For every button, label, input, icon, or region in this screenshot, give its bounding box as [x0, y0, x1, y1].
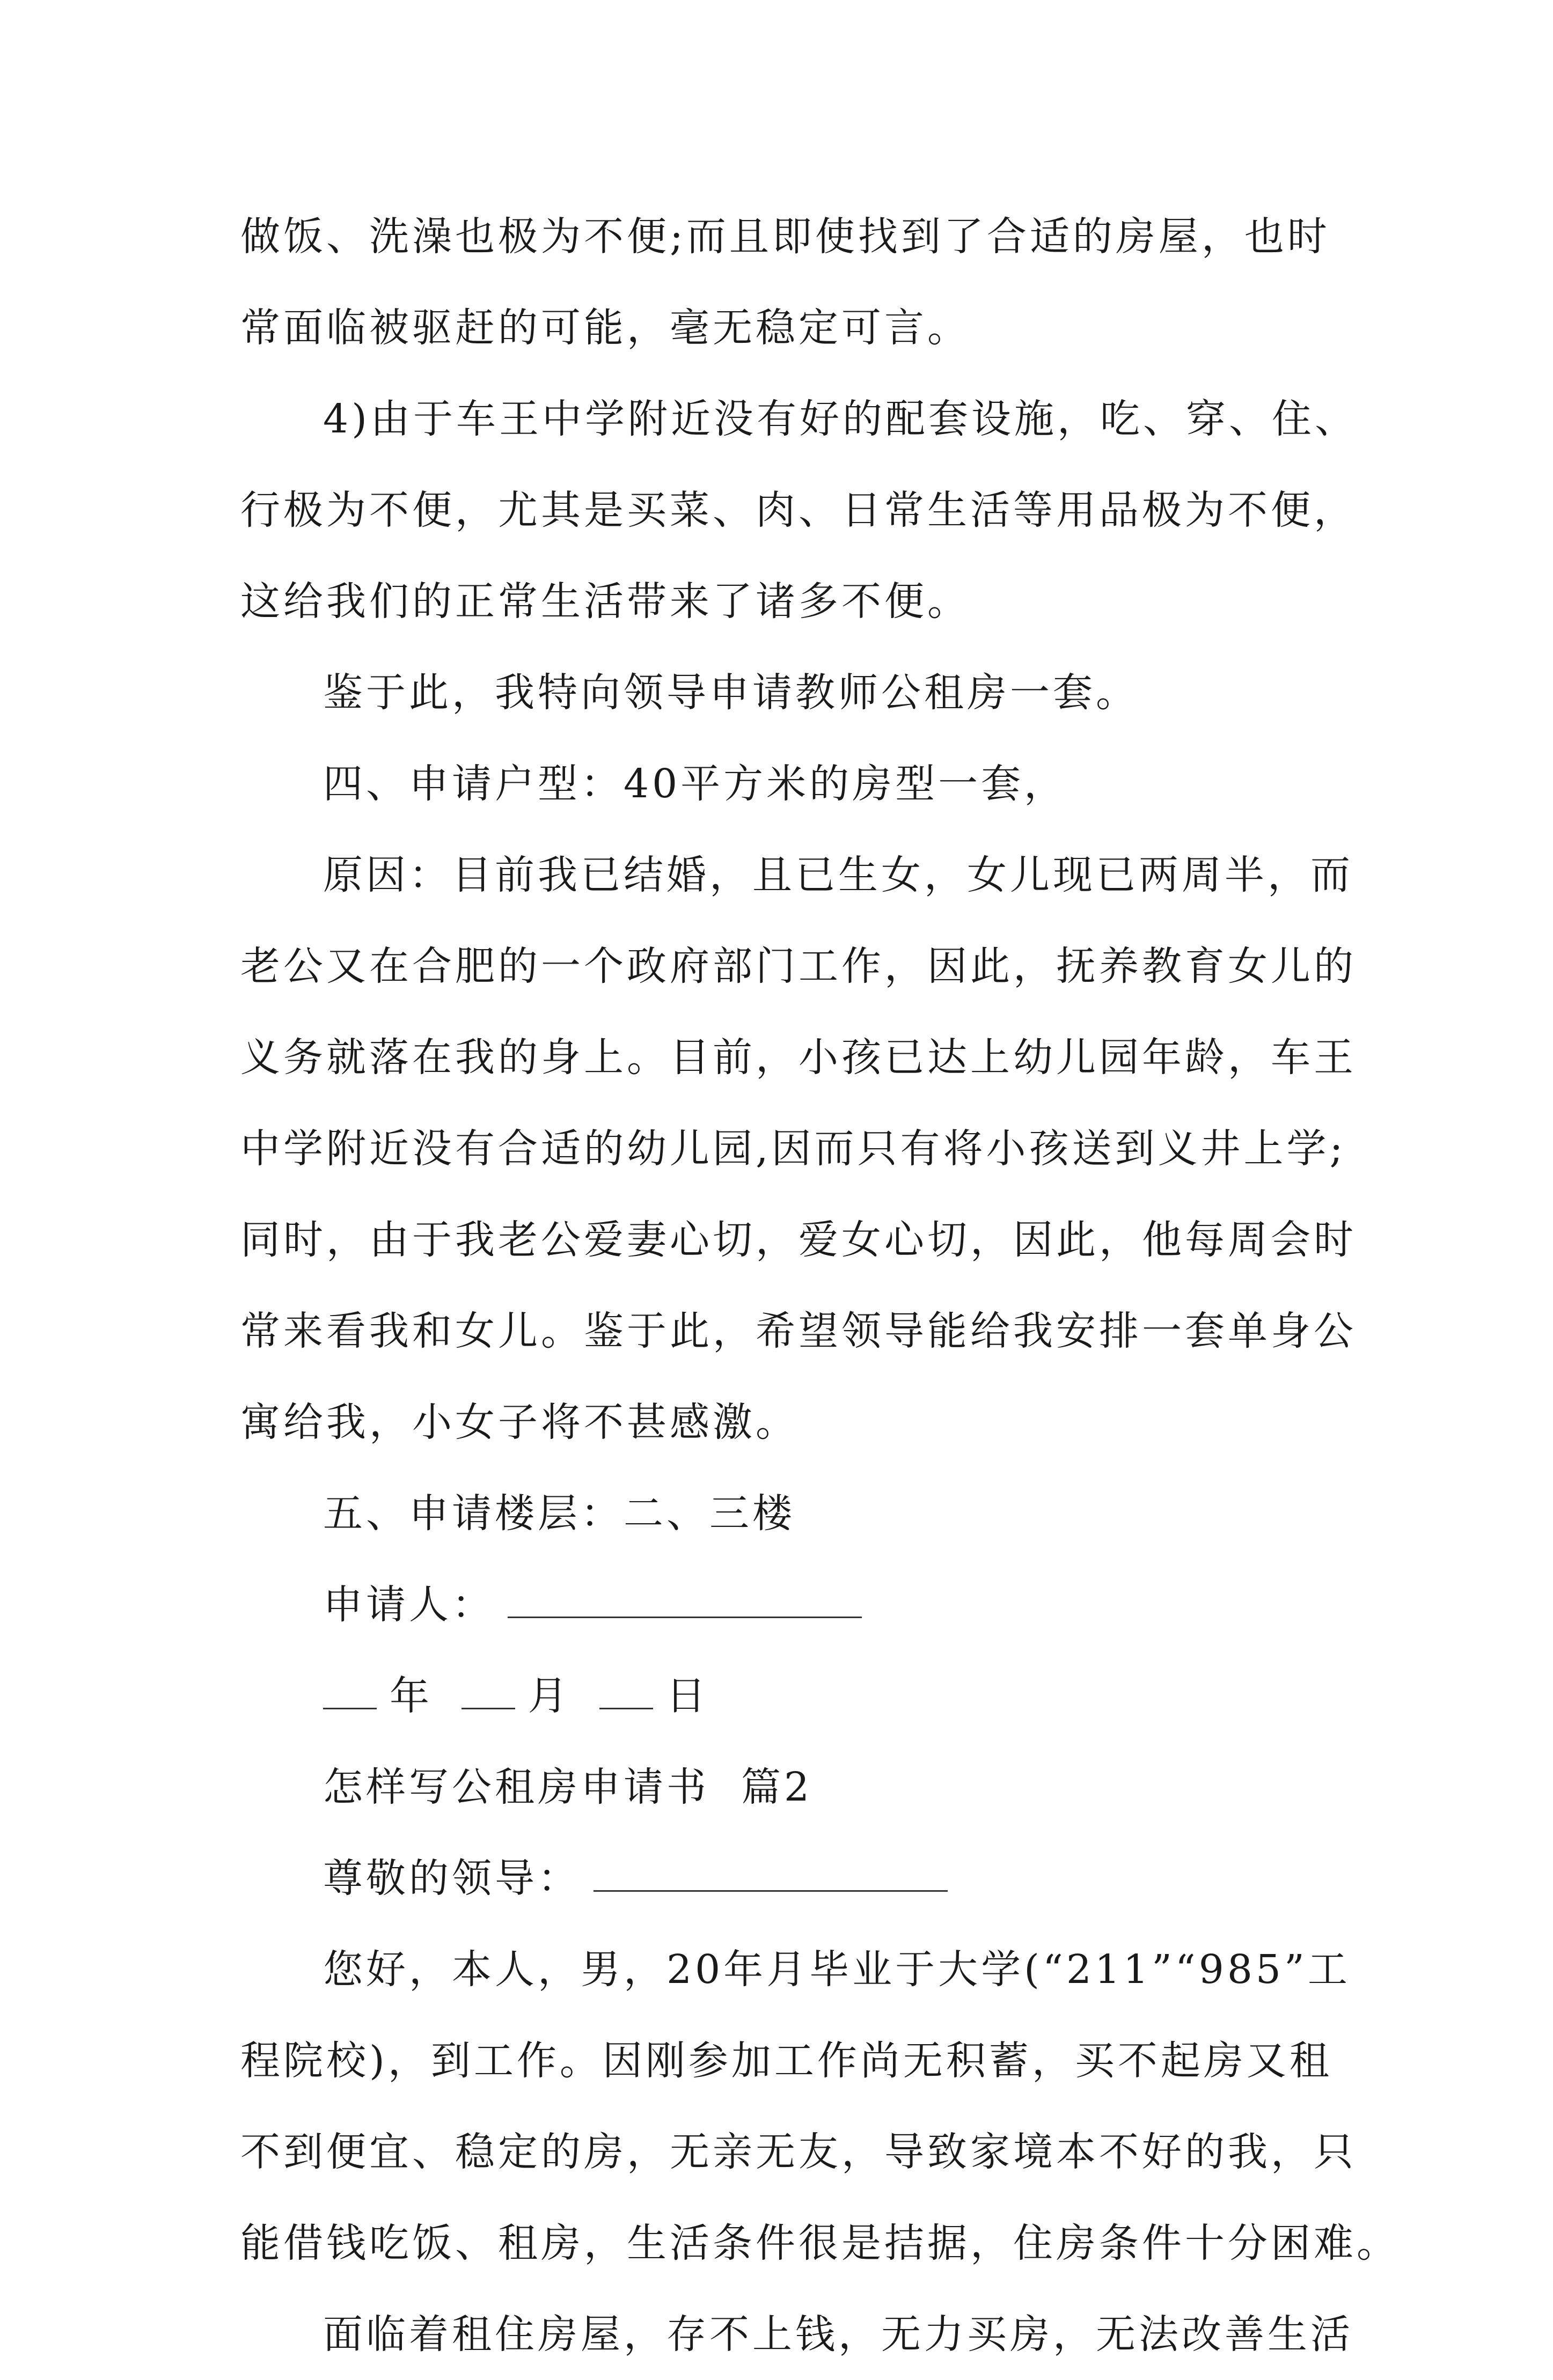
year-blank — [323, 1676, 377, 1709]
year-label: 年 — [390, 1673, 433, 1719]
text-line-19: 能借钱吃饭、租房，生活条件很是拮据，住房条件十分困难。 — [240, 2220, 1400, 2266]
text-line-1: 做饭、洗澡也极为不便;而且即使找到了合适的房屋，也时 — [240, 214, 1330, 260]
month-blank — [461, 1676, 515, 1709]
text-line-9: 老公又在合肥的一个政府部门工作，因此，抚养教育女儿的 — [240, 943, 1357, 989]
month-label: 月 — [528, 1673, 571, 1719]
text-line-18: 不到便宜、稳定的房，无亲无友，导致家境本不好的我，只 — [240, 2129, 1357, 2175]
text-line-2: 常面临被驱赶的可能，毫无稳定可言。 — [240, 305, 970, 351]
text-line-11: 中学附近没有合适的幼儿园,因而只有将小孩送到义井上学; — [240, 1126, 1346, 1172]
applicant-label: 申请人： — [323, 1582, 495, 1628]
text-line-10: 义务就落在我的身上。目前，小孩已达上幼儿园年龄，车王 — [240, 1034, 1357, 1081]
applicant-line — [240, 1559, 1335, 1650]
text-line-13: 常来看我和女儿。鉴于此，希望领导能给我安排一套单身公 — [240, 1308, 1357, 1354]
text-line-3: 4)由于车王中学附近没有好的配套设施，吃、穿、住、 — [323, 396, 1358, 442]
text-line-16: 您好，本人，男，20年月毕业于大学(“211”“985”工 — [323, 1946, 1351, 1993]
text-line-12: 同时，由于我老公爱妻心切，爱女心切，因此，他每周会时 — [240, 1217, 1357, 1263]
date-line — [240, 1650, 1335, 1742]
section-title: 怎样写公租房申请书 篇2 — [323, 1764, 813, 1810]
salutation-blank — [594, 1858, 948, 1892]
text-line-6: 鉴于此，我特向领导申请教师公租房一套。 — [323, 670, 1139, 716]
salutation-line — [240, 1833, 1335, 1924]
text-line-15: 五、申请楼层：二、三楼 — [323, 1490, 795, 1537]
text-line-20: 面临着租住房屋，存不上钱，无力买房，无法改善生活 — [323, 2311, 1353, 2357]
text-line-17: 程院校)，到工作。因刚参加工作尚无积蓄，买不起房又租 — [240, 2038, 1332, 2084]
day-label: 日 — [666, 1673, 709, 1719]
text-line-14: 寓给我，小女子将不甚感激。 — [240, 1399, 799, 1445]
text-line-8: 原因：目前我已结婚，且已生女，女儿现已两周半，而 — [323, 852, 1353, 898]
salutation-label: 尊敬的领导： — [323, 1855, 581, 1901]
text-line-5: 这给我们的正常生活带来了诸多不便。 — [240, 578, 970, 625]
text-line-7: 四、申请户型：40平方米的房型一套， — [323, 761, 1067, 807]
applicant-blank — [508, 1584, 862, 1618]
day-blank — [599, 1676, 653, 1709]
document-body — [240, 191, 1400, 2380]
text-line-4: 行极为不便，尤其是买菜、肉、日常生活等用品极为不便， — [240, 487, 1357, 533]
